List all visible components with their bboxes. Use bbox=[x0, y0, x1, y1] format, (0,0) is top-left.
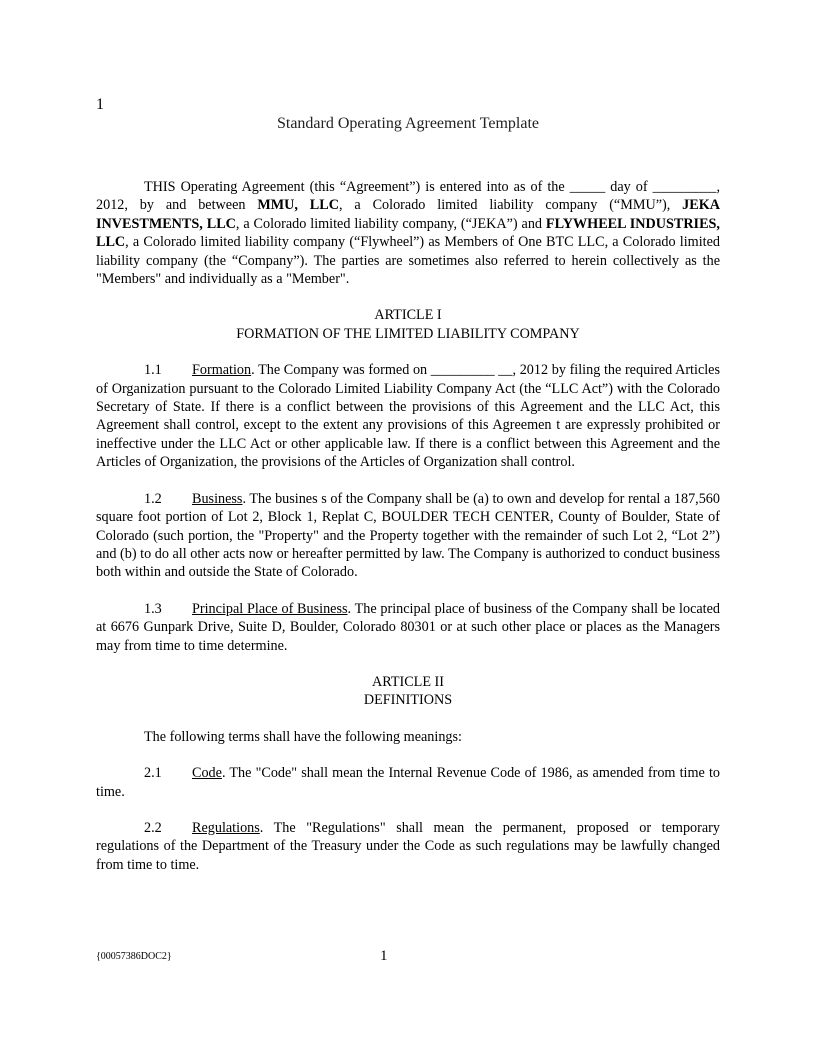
party-jeka: JEKA INVESTMENTS, LLC bbox=[96, 197, 720, 232]
section-1-3 bbox=[96, 600, 720, 655]
section-title: Formation bbox=[192, 362, 252, 379]
document-page bbox=[96, 0, 720, 1056]
section-2-2 bbox=[96, 819, 720, 874]
section-title: Principal Place of Business bbox=[192, 600, 348, 617]
intro-text-1: THIS Operating Agreement (this “Agreement”) is entered into as of the _____ day of _________, 2012, by and between bbox=[96, 179, 720, 214]
article-1-number: ARTICLE I bbox=[374, 307, 442, 324]
party-mmu: MMU, LLC bbox=[257, 197, 339, 214]
article-2-number: ARTICLE II bbox=[371, 673, 445, 690]
footer-document-id: {00057386DOC2} bbox=[96, 951, 172, 962]
section-number: 2.2 bbox=[144, 819, 162, 836]
article-2-heading bbox=[96, 673, 720, 710]
footer-page-number: 1 bbox=[380, 948, 388, 964]
article-1-title: FORMATION OF THE LIMITED LIABILITY COMPANY bbox=[236, 325, 580, 342]
document-title: Standard Operating Agreement Template bbox=[276, 115, 540, 132]
article-1-heading bbox=[96, 306, 720, 343]
section-text: . The Company was formed on _________ __, 2012 by filing the required Articles of Organization pursuant to the Colorado Limited Liability Company Act (the “LLC Act”) with the Colorado Secretary of State. If there is a conflict between the provisions of this Agreement and the LLC Act, this Agreement shall control, except to the extent any provisions of this Agreemen t are expressly prohibited or ineffective under the LLC Act or other applicable law. If there is a conflict between this Agreement and the Articles of Organization, the provisions of the Articles of Organization shall control. bbox=[96, 362, 720, 471]
section-text: . The busines s of the Company shall be (a) to own and develop for rental a 187,560 square foot portion of Lot 2, Block 1, Replat C, BOULDER TECH CENTER, County of Boulder, State of Colorado (such portion, the "Property" and the Property together with the remainder of such Lot 2, “Lot 2”) and (b) to do all other acts now or hereafter permitted by law. The Company is authorized to conduct business both within and outside the State of Colorado. bbox=[96, 490, 720, 581]
intro-text-3: , a Colorado limited liability company, (“JEKA”) and bbox=[235, 215, 546, 232]
section-text: . The principal place of business of the Company shall be located at 6676 Gunpark Drive, Suite D, Boulder, Colorado 80301 or at such other place or places as the Managers may from time to time determine. bbox=[96, 600, 720, 654]
article-2-title: DEFINITIONS bbox=[363, 692, 453, 709]
section-2-1 bbox=[96, 764, 720, 801]
top-page-number: 1 bbox=[96, 96, 104, 113]
section-text: . The "Regulations" shall mean the permanent, proposed or temporary regulations of the Department of the Treasury under the Code as such regulations may be lawfully changed from time to time. bbox=[96, 819, 720, 873]
section-1-1 bbox=[96, 361, 720, 471]
intro-text-4: , a Colorado limited liability company (“Flywheel”) as Members of One BTC LLC, a Colorado limited liability company (the “Company”). The parties are sometimes also referred to herein collectively as the "Members" and individually as a "Member". bbox=[96, 234, 720, 288]
section-number: 1.3 bbox=[144, 600, 162, 617]
intro-paragraph bbox=[96, 178, 720, 288]
definitions-intro: The following terms shall have the following meanings: bbox=[144, 728, 462, 745]
section-title: Regulations bbox=[192, 819, 260, 836]
section-number: 2.1 bbox=[144, 765, 162, 782]
section-title: Business bbox=[192, 490, 243, 507]
document-body bbox=[96, 178, 720, 892]
section-number: 1.1 bbox=[144, 362, 162, 379]
section-text: . The "Code" shall mean the Internal Revenue Code of 1986, as amended from time to time. bbox=[96, 765, 720, 800]
section-1-2 bbox=[96, 490, 720, 582]
section-title: Code bbox=[192, 765, 222, 782]
party-flywheel: FLYWHEEL INDUSTRIES, LLC bbox=[96, 215, 720, 251]
intro-text-2: , a Colorado limited liability company (“MMU”), bbox=[338, 197, 683, 214]
section-number: 1.2 bbox=[144, 490, 162, 507]
